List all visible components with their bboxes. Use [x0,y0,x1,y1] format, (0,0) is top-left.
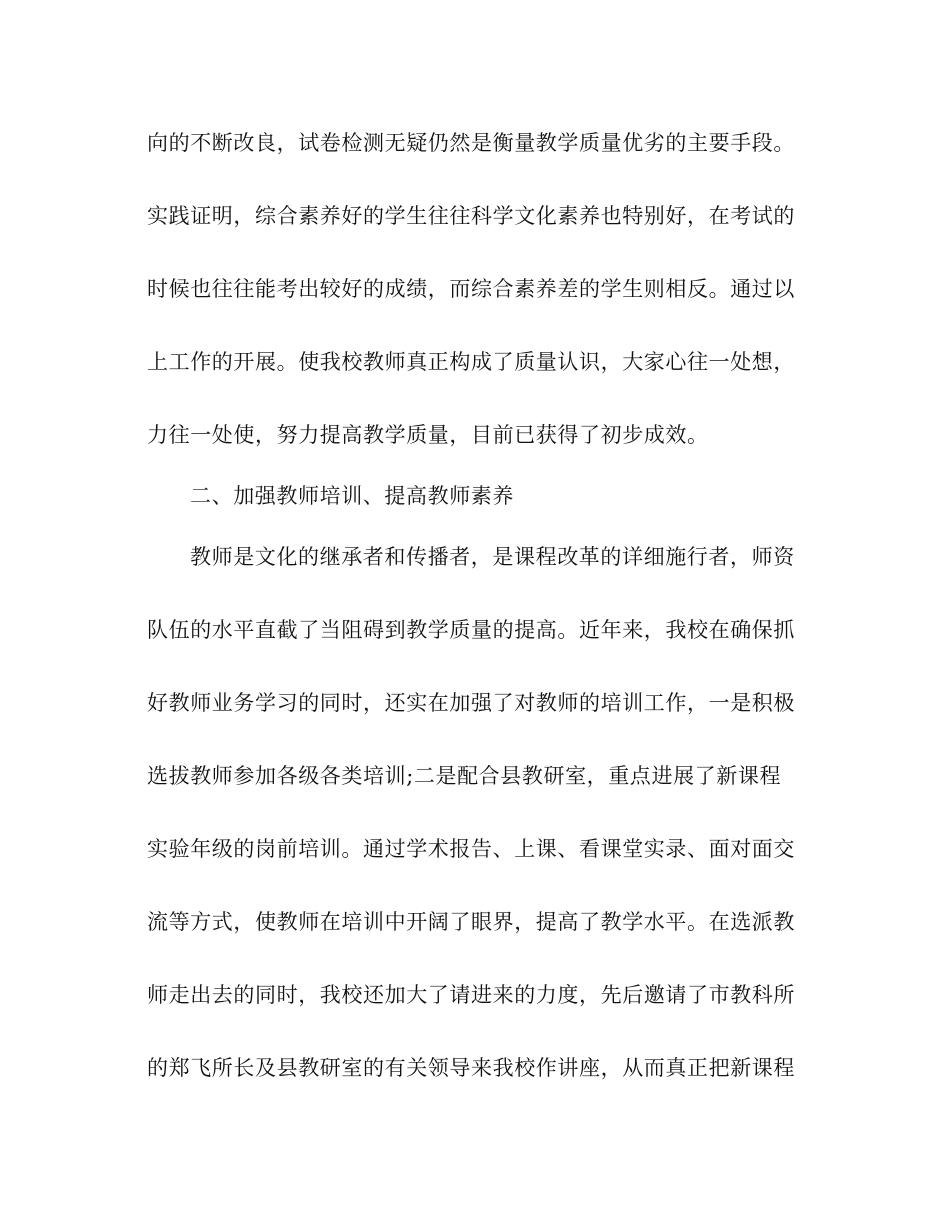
text-line: 实践证明，综合素养好的学生往往科学文化素养也特别好，在考试的 [147,204,795,228]
section-heading: 二、加强教师培训、提高教师素养 [190,484,514,508]
text-line: 师走出去的同时，我校还加大了请进来的力度，先后邀请了市教科所 [147,983,795,1007]
text-line: 选拔教师参加各级各类培训;二是配合县教研室，重点进展了新课程 [147,764,782,788]
text-line: 流等方式，使教师在培训中开阔了眼界，提高了教学水平。在选派教 [147,910,795,934]
text-line: 好教师业务学习的同时，还实在加强了对教师的培训工作，一是积极 [147,691,795,715]
text-line: 教师是文化的继承者和传播者，是课程改革的详细施行者，师资 [190,545,795,569]
text-line: 队伍的水平直截了当阻碍到教学质量的提高。近年来，我校在确保抓 [147,618,795,642]
text-line: 的郑飞所长及县教研室的有关领导来我校作讲座，从而真正把新课程 [147,1056,795,1080]
text-line: 力往一处使，努力提高教学质量，目前已获得了初步成效。 [147,423,709,447]
text-line: 上工作的开展。使我校教师真正构成了质量认识，大家心往一处想， [147,350,795,374]
text-line: 向的不断改良，试卷检测无疑仍然是衡量教学质量优劣的主要手段。 [147,131,795,155]
text-line: 实验年级的岗前培训。通过学术报告、上课、看课堂实录、面对面交 [147,837,795,861]
text-line: 时候也往往能考出较好的成绩，而综合素养差的学生则相反。通过以 [147,277,795,301]
